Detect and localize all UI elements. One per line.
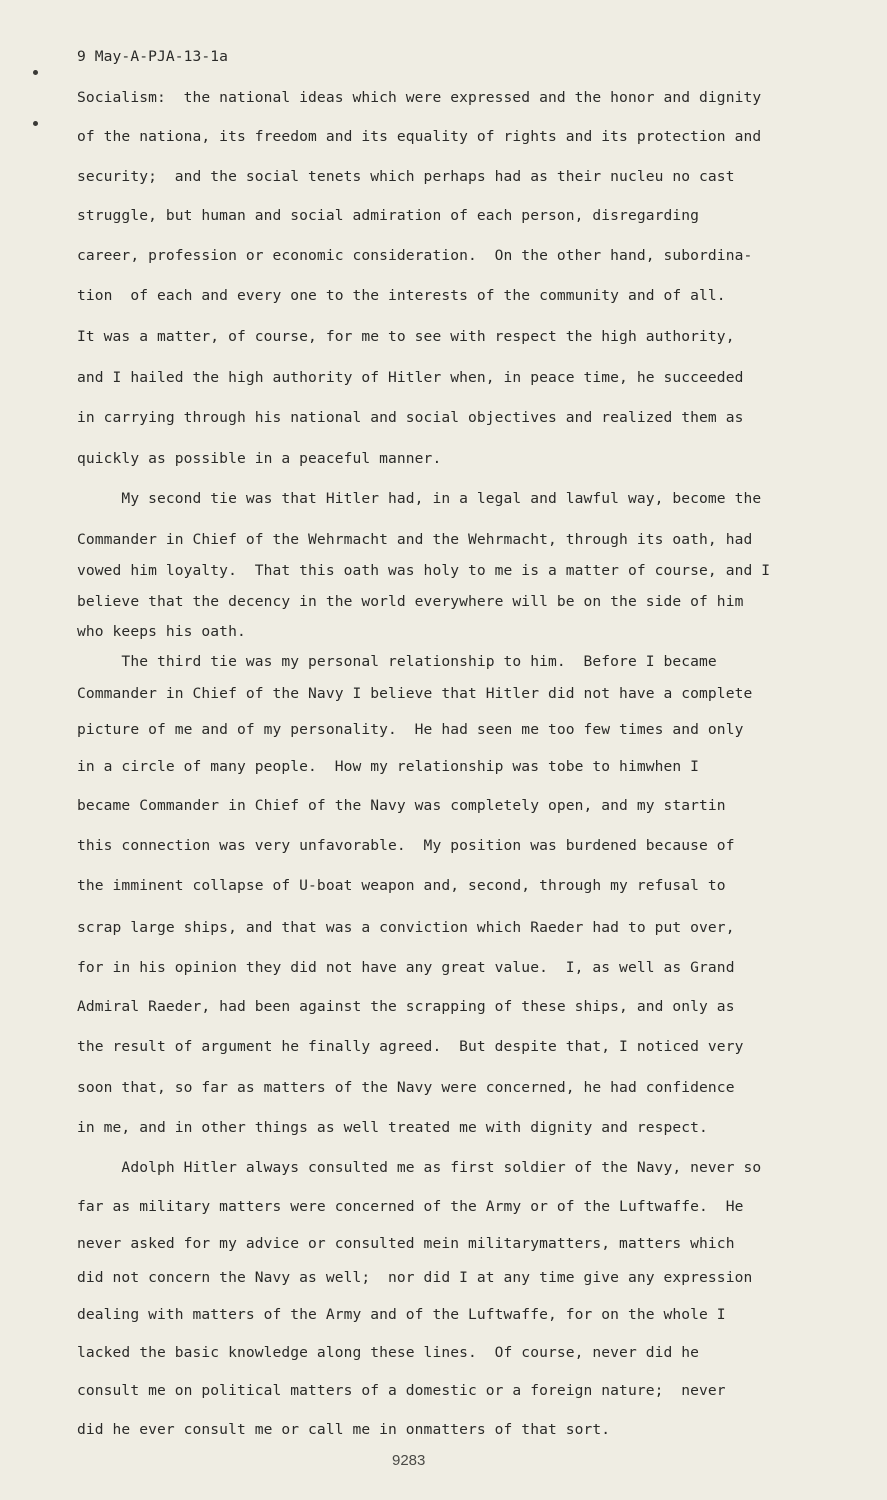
text-line: this connection was very unfavorable. My position was burdened because of bbox=[77, 837, 735, 854]
text-line: My second tie was that Hitler had, in a legal and lawful way, become the bbox=[77, 490, 762, 507]
text-line: the result of argument he finally agreed. But despite that, I noticed very bbox=[77, 1038, 744, 1055]
text-line: did he ever consult me or call me in onmatters of that sort. bbox=[77, 1421, 611, 1438]
text-line: It was a matter, of course, for me to see with respect the high authority, bbox=[77, 328, 735, 345]
text-line: in carrying through his national and social objectives and realized them as bbox=[77, 409, 744, 426]
text-line: scrap large ships, and that was a conviction which Raeder had to put over, bbox=[77, 919, 735, 936]
text-line: Socialism: the national ideas which were expressed and the honor and dignity bbox=[77, 89, 762, 106]
text-line: security; and the social tenets which perhaps had as their nucleu no cast bbox=[77, 168, 735, 185]
text-line: far as military matters were concerned of the Army or of the Luftwaffe. He bbox=[77, 1198, 744, 1215]
punch-hole-mark bbox=[33, 70, 38, 75]
text-line: the imminent collapse of U-boat weapon and, second, through my refusal to bbox=[77, 877, 726, 894]
text-line: in me, and in other things as well treated me with dignity and respect. bbox=[77, 1119, 708, 1136]
punch-hole-mark bbox=[33, 121, 38, 126]
text-line: believe that the decency in the world everywhere will be on the side of him bbox=[77, 593, 744, 610]
text-line: who keeps his oath. bbox=[77, 623, 246, 640]
text-line: lacked the basic knowledge along these lines. Of course, never did he bbox=[77, 1344, 700, 1361]
text-line: never asked for my advice or consulted mein militarymatters, matters which bbox=[77, 1235, 735, 1252]
text-line: for in his opinion they did not have any great value. I, as well as Grand bbox=[77, 959, 735, 976]
text-line: and I hailed the high authority of Hitler when, in peace time, he succeeded bbox=[77, 369, 744, 386]
text-line: did not concern the Navy as well; nor did I at any time give any expression bbox=[77, 1269, 753, 1286]
text-line: Commander in Chief of the Wehrmacht and the Wehrmacht, through its oath, had bbox=[77, 531, 753, 548]
text-line: consult me on political matters of a domestic or a foreign nature; never bbox=[77, 1382, 726, 1399]
page-number: 9283 bbox=[392, 1452, 426, 1469]
text-line: The third tie was my personal relationship to him. Before I became bbox=[77, 653, 717, 670]
text-line: career, profession or economic consideration. On the other hand, subordina- bbox=[77, 247, 753, 264]
text-line: of the nationa, its freedom and its equality of rights and its protection and bbox=[77, 128, 762, 145]
text-line: Adolph Hitler always consulted me as first soldier of the Navy, never so bbox=[77, 1159, 762, 1176]
text-line: picture of me and of my personality. He had seen me too few times and only bbox=[77, 721, 744, 738]
text-line: dealing with matters of the Army and of the Luftwaffe, for on the whole I bbox=[77, 1306, 726, 1323]
text-line: tion of each and every one to the interests of the community and of all. bbox=[77, 287, 726, 304]
text-line: vowed him loyalty. That this oath was holy to me is a matter of course, and I bbox=[77, 562, 771, 579]
text-line: soon that, so far as matters of the Navy were concerned, he had confidence bbox=[77, 1079, 735, 1096]
text-line: became Commander in Chief of the Navy was completely open, and my startin bbox=[77, 797, 726, 814]
text-line: Commander in Chief of the Navy I believe that Hitler did not have a complete bbox=[77, 685, 753, 702]
text-line: struggle, but human and social admiration of each person, disregarding bbox=[77, 207, 700, 224]
text-line: Admiral Raeder, had been against the scrapping of these ships, and only as bbox=[77, 998, 735, 1015]
text-line: quickly as possible in a peaceful manner. bbox=[77, 450, 442, 467]
document-reference: 9 May-A-PJA-13-1a bbox=[77, 48, 229, 65]
text-line: in a circle of many people. How my relationship was tobe to himwhen I bbox=[77, 758, 700, 775]
